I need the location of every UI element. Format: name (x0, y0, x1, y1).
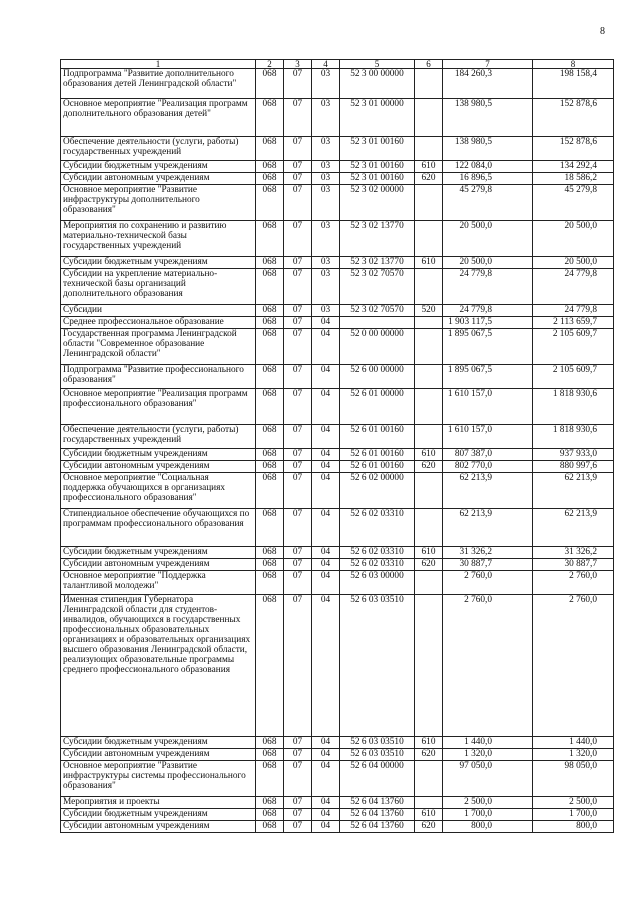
row-subsection-code: 04 (312, 329, 340, 365)
row-target-code: 52 6 04 13760 (340, 821, 415, 833)
table-row (61, 317, 614, 329)
row-amount-year-2: 24 779,8 (533, 269, 614, 305)
row-expense-type-code (415, 761, 443, 797)
row-name: Основное мероприятие "Реализация программ профессионального образования" (61, 389, 256, 425)
row-amount-year-1: 807 387,0 (443, 449, 533, 461)
table-row (61, 595, 614, 737)
table-row (61, 389, 614, 425)
row-amount-year-2: 1 320,0 (533, 749, 614, 761)
row-name: Основное мероприятие "Реализация программ дополнительного образования детей" (61, 99, 256, 137)
row-amount-year-2: 20 500,0 (533, 221, 614, 257)
row-name: Мероприятия по сохранению и развитию материально-технической базы государственных учреждений (61, 221, 256, 257)
row-ministry-code: 068 (256, 473, 284, 509)
row-subsection-code: 04 (312, 425, 340, 449)
table-row (61, 449, 614, 461)
row-name: Субсидии бюджетным учреждениям (61, 257, 256, 269)
row-section-code: 07 (284, 737, 312, 749)
row-target-code: 52 3 02 00000 (340, 185, 415, 221)
row-expense-type-code (415, 69, 443, 99)
row-amount-year-2: 31 326,2 (533, 547, 614, 559)
row-ministry-code: 068 (256, 809, 284, 821)
row-expense-type-code: 610 (415, 737, 443, 749)
row-name: Субсидии бюджетным учреждениям (61, 449, 256, 461)
row-target-code: 52 6 03 03510 (340, 737, 415, 749)
row-target-code: 52 3 01 00000 (340, 99, 415, 137)
row-section-code: 07 (284, 365, 312, 389)
row-ministry-code: 068 (256, 571, 284, 595)
row-name: Субсидии (61, 305, 256, 317)
row-subsection-code: 04 (312, 737, 340, 749)
row-name: Субсидии бюджетным учреждениям (61, 547, 256, 559)
row-ministry-code: 068 (256, 425, 284, 449)
table-row (61, 559, 614, 571)
row-section-code: 07 (284, 547, 312, 559)
row-subsection-code: 04 (312, 761, 340, 797)
table-row (61, 797, 614, 809)
row-target-code: 52 6 01 00160 (340, 461, 415, 473)
row-target-code: 52 6 04 13760 (340, 797, 415, 809)
column-header: 8 (533, 60, 614, 69)
row-expense-type-code (415, 797, 443, 809)
row-name: Субсидии бюджетным учреждениям (61, 737, 256, 749)
row-amount-year-1: 62 213,9 (443, 473, 533, 509)
row-expense-type-code (415, 595, 443, 737)
row-ministry-code: 068 (256, 821, 284, 833)
row-name: Основное мероприятие "Поддержка талантливой молодежи" (61, 571, 256, 595)
row-subsection-code: 04 (312, 317, 340, 329)
row-section-code: 07 (284, 559, 312, 571)
row-target-code: 52 6 03 03510 (340, 749, 415, 761)
row-section-code: 07 (284, 221, 312, 257)
row-subsection-code: 03 (312, 305, 340, 317)
row-subsection-code: 04 (312, 797, 340, 809)
table-row (61, 509, 614, 547)
table-body (61, 69, 614, 833)
row-name: Обеспечение деятельности (услуги, работы) государственных учреждений (61, 137, 256, 161)
row-target-code: 52 6 01 00000 (340, 389, 415, 425)
row-expense-type-code: 610 (415, 809, 443, 821)
row-expense-type-code (415, 365, 443, 389)
row-target-code: 52 6 03 00000 (340, 571, 415, 595)
row-amount-year-1: 184 260,3 (443, 69, 533, 99)
row-section-code: 07 (284, 69, 312, 99)
column-header: 2 (256, 60, 284, 69)
row-section-code: 07 (284, 257, 312, 269)
row-amount-year-2: 1 818 930,6 (533, 425, 614, 449)
row-target-code: 52 6 01 00160 (340, 425, 415, 449)
row-amount-year-1: 62 213,9 (443, 509, 533, 547)
row-ministry-code: 068 (256, 185, 284, 221)
row-subsection-code: 03 (312, 69, 340, 99)
row-name: Субсидии на укрепление материально-технической базы организаций дополнительного образования (61, 269, 256, 305)
row-section-code: 07 (284, 173, 312, 185)
row-amount-year-2: 134 292,4 (533, 161, 614, 173)
row-expense-type-code (415, 185, 443, 221)
row-section-code: 07 (284, 473, 312, 509)
row-target-code: 52 3 02 70570 (340, 269, 415, 305)
table-row (61, 761, 614, 797)
row-expense-type-code: 620 (415, 821, 443, 833)
row-ministry-code: 068 (256, 173, 284, 185)
row-amount-year-1: 2 500,0 (443, 797, 533, 809)
row-expense-type-code: 620 (415, 749, 443, 761)
row-section-code: 07 (284, 821, 312, 833)
row-expense-type-code (415, 389, 443, 425)
row-target-code: 52 6 04 13760 (340, 809, 415, 821)
row-target-code: 52 3 01 00160 (340, 173, 415, 185)
row-ministry-code: 068 (256, 449, 284, 461)
row-name: Субсидии автономным учреждениям (61, 461, 256, 473)
row-section-code: 07 (284, 329, 312, 365)
row-amount-year-1: 1 610 157,0 (443, 389, 533, 425)
row-amount-year-2: 18 586,2 (533, 173, 614, 185)
page-number: 8 (600, 26, 605, 37)
row-section-code: 07 (284, 571, 312, 595)
row-section-code: 07 (284, 305, 312, 317)
table-row (61, 69, 614, 99)
row-ministry-code: 068 (256, 137, 284, 161)
row-subsection-code: 04 (312, 559, 340, 571)
row-ministry-code: 068 (256, 737, 284, 749)
row-ministry-code: 068 (256, 559, 284, 571)
row-target-code: 52 3 01 00160 (340, 137, 415, 161)
row-expense-type-code: 610 (415, 449, 443, 461)
column-header: 7 (443, 60, 533, 69)
row-ministry-code: 068 (256, 509, 284, 547)
table-row (61, 821, 614, 833)
row-amount-year-2: 45 279,8 (533, 185, 614, 221)
row-amount-year-1: 31 326,2 (443, 547, 533, 559)
row-expense-type-code (415, 571, 443, 595)
row-amount-year-1: 800,0 (443, 821, 533, 833)
table-row (61, 257, 614, 269)
column-header: 1 (61, 60, 256, 69)
row-amount-year-1: 16 896,5 (443, 173, 533, 185)
row-name: Субсидии автономным учреждениям (61, 749, 256, 761)
row-name: Основное мероприятие "Развитие инфраструктуры системы профессионального образования" (61, 761, 256, 797)
table-row (61, 305, 614, 317)
row-target-code: 52 0 00 00000 (340, 329, 415, 365)
row-target-code: 52 6 04 00000 (340, 761, 415, 797)
row-section-code: 07 (284, 461, 312, 473)
row-amount-year-2: 1 700,0 (533, 809, 614, 821)
row-subsection-code: 04 (312, 749, 340, 761)
row-ministry-code: 068 (256, 749, 284, 761)
row-ministry-code: 068 (256, 69, 284, 99)
row-amount-year-2: 1 818 930,6 (533, 389, 614, 425)
table-row (61, 221, 614, 257)
table-row (61, 749, 614, 761)
table-row (61, 329, 614, 365)
row-section-code: 07 (284, 749, 312, 761)
row-amount-year-2: 2 760,0 (533, 571, 614, 595)
row-section-code: 07 (284, 449, 312, 461)
column-header: 4 (312, 60, 340, 69)
row-ministry-code: 068 (256, 365, 284, 389)
column-header: 6 (415, 60, 443, 69)
row-amount-year-2: 30 887,7 (533, 559, 614, 571)
row-ministry-code: 068 (256, 161, 284, 173)
row-name: Подпрограмма "Развитие дополнительного образования детей Ленинградской области" (61, 69, 256, 99)
row-ministry-code: 068 (256, 761, 284, 797)
row-name: Обеспечение деятельности (услуги, работы) государственных учреждений (61, 425, 256, 449)
row-name: Именная стипендия Губернатора Ленинградской области для студентов-инвалидов, обучающихся в государственных профессиональных образовательных организациях и образовательных организациях высшего образования Ленинградской области, реализующих образовательные программы среднего профессионального образования (61, 595, 256, 737)
row-target-code: 52 6 02 03310 (340, 547, 415, 559)
row-section-code: 07 (284, 809, 312, 821)
row-ministry-code: 068 (256, 547, 284, 559)
row-amount-year-1: 1 610 157,0 (443, 425, 533, 449)
row-section-code: 07 (284, 425, 312, 449)
table-row (61, 185, 614, 221)
column-header: 5 (340, 60, 415, 69)
row-subsection-code: 04 (312, 461, 340, 473)
row-target-code (340, 317, 415, 329)
row-name: Субсидии бюджетным учреждениям (61, 161, 256, 173)
table-row (61, 809, 614, 821)
row-ministry-code: 068 (256, 595, 284, 737)
row-expense-type-code (415, 425, 443, 449)
row-amount-year-1: 1 903 117,5 (443, 317, 533, 329)
row-ministry-code: 068 (256, 99, 284, 137)
row-ministry-code: 068 (256, 317, 284, 329)
row-subsection-code: 03 (312, 99, 340, 137)
row-ministry-code: 068 (256, 257, 284, 269)
row-amount-year-2: 937 933,0 (533, 449, 614, 461)
row-target-code: 52 3 02 70570 (340, 305, 415, 317)
row-expense-type-code (415, 473, 443, 509)
row-amount-year-2: 880 997,6 (533, 461, 614, 473)
row-expense-type-code: 620 (415, 173, 443, 185)
row-target-code: 52 3 02 13770 (340, 221, 415, 257)
row-amount-year-1: 122 084,0 (443, 161, 533, 173)
row-amount-year-2: 152 878,6 (533, 99, 614, 137)
row-amount-year-1: 24 779,8 (443, 269, 533, 305)
row-subsection-code: 03 (312, 221, 340, 257)
row-subsection-code: 04 (312, 449, 340, 461)
row-section-code: 07 (284, 161, 312, 173)
table-row (61, 269, 614, 305)
row-expense-type-code (415, 329, 443, 365)
row-amount-year-1: 20 500,0 (443, 221, 533, 257)
table-row (61, 571, 614, 595)
row-name: Основное мероприятие "Развитие инфраструктуры дополнительного образования" (61, 185, 256, 221)
row-amount-year-2: 62 213,9 (533, 473, 614, 509)
row-subsection-code: 04 (312, 821, 340, 833)
row-subsection-code: 04 (312, 595, 340, 737)
table-row (61, 99, 614, 137)
row-subsection-code: 04 (312, 473, 340, 509)
row-ministry-code: 068 (256, 269, 284, 305)
row-section-code: 07 (284, 99, 312, 137)
row-amount-year-1: 1 700,0 (443, 809, 533, 821)
row-amount-year-2: 152 878,6 (533, 137, 614, 161)
row-amount-year-2: 2 760,0 (533, 595, 614, 737)
row-section-code: 07 (284, 137, 312, 161)
row-section-code: 07 (284, 317, 312, 329)
row-amount-year-1: 138 980,5 (443, 99, 533, 137)
row-amount-year-2: 98 050,0 (533, 761, 614, 797)
table-row (61, 137, 614, 161)
row-target-code: 52 3 00 00000 (340, 69, 415, 99)
row-amount-year-2: 800,0 (533, 821, 614, 833)
row-amount-year-1: 138 980,5 (443, 137, 533, 161)
row-subsection-code: 03 (312, 257, 340, 269)
row-subsection-code: 04 (312, 571, 340, 595)
row-expense-type-code: 610 (415, 257, 443, 269)
row-amount-year-2: 198 158,4 (533, 69, 614, 99)
row-section-code: 07 (284, 269, 312, 305)
row-amount-year-2: 24 779,8 (533, 305, 614, 317)
row-name: Государственная программа Ленинградской области "Современное образование Ленинградской области" (61, 329, 256, 365)
row-section-code: 07 (284, 761, 312, 797)
row-name: Мероприятия и проекты (61, 797, 256, 809)
row-expense-type-code: 620 (415, 461, 443, 473)
row-amount-year-1: 1 440,0 (443, 737, 533, 749)
row-ministry-code: 068 (256, 461, 284, 473)
row-target-code: 52 6 01 00160 (340, 449, 415, 461)
row-expense-type-code (415, 137, 443, 161)
row-target-code: 52 3 02 13770 (340, 257, 415, 269)
row-name: Среднее профессиональное образование (61, 317, 256, 329)
row-name: Субсидии автономным учреждениям (61, 173, 256, 185)
row-expense-type-code (415, 221, 443, 257)
row-amount-year-2: 2 105 609,7 (533, 365, 614, 389)
row-amount-year-1: 45 279,8 (443, 185, 533, 221)
row-amount-year-1: 2 760,0 (443, 571, 533, 595)
row-subsection-code: 03 (312, 185, 340, 221)
row-name: Стипендиальное обеспечение обучающихся по программам профессионального образования (61, 509, 256, 547)
row-ministry-code: 068 (256, 221, 284, 257)
row-name: Субсидии автономным учреждениям (61, 559, 256, 571)
row-ministry-code: 068 (256, 797, 284, 809)
row-section-code: 07 (284, 797, 312, 809)
row-amount-year-1: 2 760,0 (443, 595, 533, 737)
row-expense-type-code (415, 317, 443, 329)
row-amount-year-1: 802 770,0 (443, 461, 533, 473)
row-target-code: 52 6 03 03510 (340, 595, 415, 737)
row-target-code: 52 3 01 00160 (340, 161, 415, 173)
budget-table (60, 59, 614, 833)
row-amount-year-1: 24 779,8 (443, 305, 533, 317)
row-target-code: 52 6 02 03310 (340, 509, 415, 547)
row-section-code: 07 (284, 185, 312, 221)
row-name: Субсидии бюджетным учреждениям (61, 809, 256, 821)
row-subsection-code: 04 (312, 365, 340, 389)
table-row (61, 161, 614, 173)
row-amount-year-2: 62 213,9 (533, 509, 614, 547)
row-subsection-code: 03 (312, 137, 340, 161)
table-row (61, 737, 614, 749)
row-expense-type-code: 520 (415, 305, 443, 317)
table-row (61, 547, 614, 559)
row-section-code: 07 (284, 389, 312, 425)
row-expense-type-code: 610 (415, 161, 443, 173)
row-expense-type-code (415, 99, 443, 137)
row-expense-type-code: 610 (415, 547, 443, 559)
row-amount-year-1: 97 050,0 (443, 761, 533, 797)
column-header: 3 (284, 60, 312, 69)
row-expense-type-code (415, 269, 443, 305)
row-subsection-code: 04 (312, 389, 340, 425)
row-amount-year-2: 2 113 659,7 (533, 317, 614, 329)
row-amount-year-2: 2 105 609,7 (533, 329, 614, 365)
row-ministry-code: 068 (256, 389, 284, 425)
column-numbers-row (61, 60, 614, 69)
row-ministry-code: 068 (256, 329, 284, 365)
row-section-code: 07 (284, 509, 312, 547)
row-subsection-code: 04 (312, 547, 340, 559)
row-target-code: 52 6 00 00000 (340, 365, 415, 389)
table-row (61, 425, 614, 449)
row-amount-year-1: 30 887,7 (443, 559, 533, 571)
row-expense-type-code: 620 (415, 559, 443, 571)
row-name: Подпрограмма "Развитие профессионального образования" (61, 365, 256, 389)
row-target-code: 52 6 02 00000 (340, 473, 415, 509)
row-amount-year-2: 1 440,0 (533, 737, 614, 749)
row-subsection-code: 04 (312, 809, 340, 821)
row-amount-year-2: 2 500,0 (533, 797, 614, 809)
row-amount-year-1: 20 500,0 (443, 257, 533, 269)
row-subsection-code: 04 (312, 509, 340, 547)
row-amount-year-1: 1 895 067,5 (443, 329, 533, 365)
row-amount-year-2: 20 500,0 (533, 257, 614, 269)
table-row (61, 365, 614, 389)
row-name: Основное мероприятие "Социальная поддержка обучающихся в организациях профессионального образования" (61, 473, 256, 509)
row-amount-year-1: 1 320,0 (443, 749, 533, 761)
row-expense-type-code (415, 509, 443, 547)
table-row (61, 461, 614, 473)
table-row (61, 473, 614, 509)
row-subsection-code: 03 (312, 161, 340, 173)
row-ministry-code: 068 (256, 305, 284, 317)
row-subsection-code: 03 (312, 173, 340, 185)
row-name: Субсидии автономным учреждениям (61, 821, 256, 833)
row-amount-year-1: 1 895 067,5 (443, 365, 533, 389)
row-section-code: 07 (284, 595, 312, 737)
row-subsection-code: 03 (312, 269, 340, 305)
table-row (61, 173, 614, 185)
row-target-code: 52 6 02 03310 (340, 559, 415, 571)
